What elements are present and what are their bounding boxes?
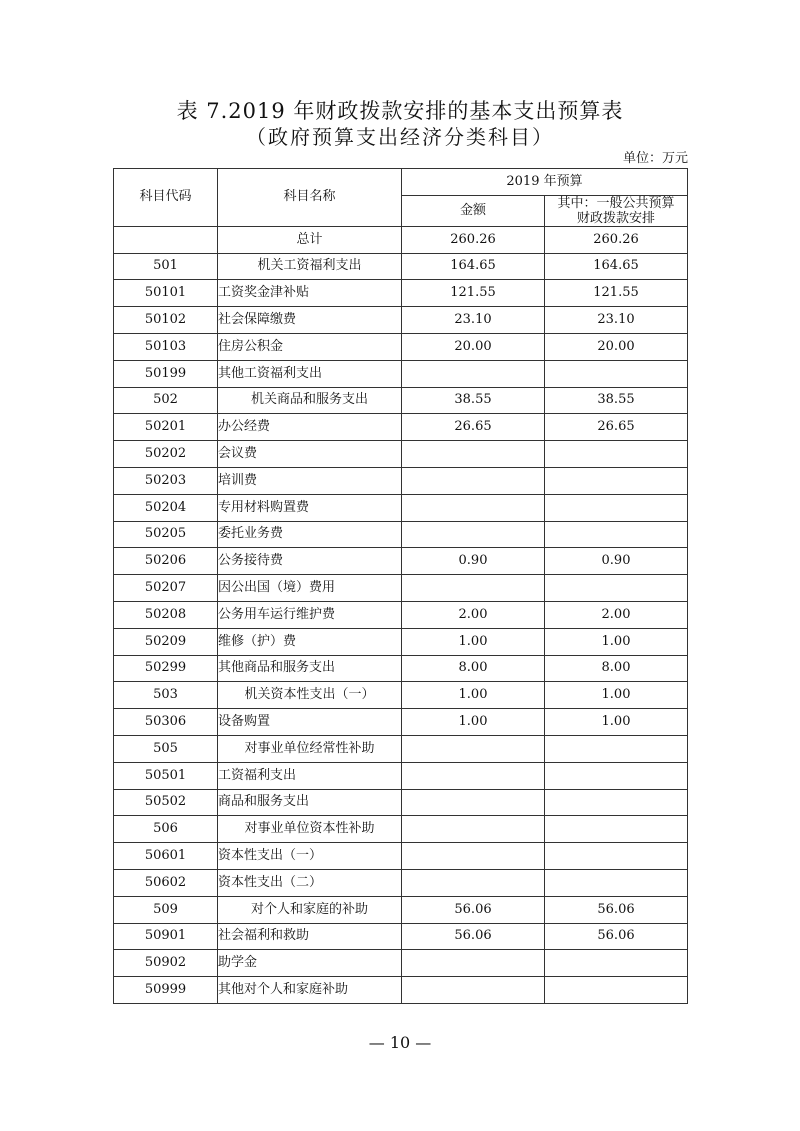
table-row bbox=[114, 735, 688, 762]
row-code-cell: 50202 bbox=[114, 441, 218, 468]
row-name-cell: 机关工资福利支出 bbox=[218, 253, 402, 280]
row-code-cell: 50901 bbox=[114, 923, 218, 950]
row-code-cell: 505 bbox=[114, 735, 218, 762]
row-amount-cell bbox=[402, 521, 545, 548]
row-amount-cell: 20.00 bbox=[402, 333, 545, 360]
row-code-cell: 50306 bbox=[114, 709, 218, 736]
header-amount: 金额 bbox=[402, 195, 545, 226]
row-name-cell: 维修（护）费 bbox=[218, 628, 402, 655]
row-amount-cell: 38.55 bbox=[402, 387, 545, 414]
table-body bbox=[114, 226, 688, 1003]
row-amount-cell: 8.00 bbox=[402, 655, 545, 682]
table-row bbox=[114, 521, 688, 548]
row-amount-cell: 26.65 bbox=[402, 414, 545, 441]
table-row bbox=[114, 709, 688, 736]
row-amount-cell: 1.00 bbox=[402, 682, 545, 709]
table-row bbox=[114, 977, 688, 1004]
row-name-cell: 设备购置 bbox=[218, 709, 402, 736]
row-general-cell: 56.06 bbox=[545, 923, 688, 950]
row-code-cell: 50102 bbox=[114, 307, 218, 334]
row-code-cell: 50299 bbox=[114, 655, 218, 682]
page-subtitle: （政府预算支出经济分类科目） bbox=[246, 125, 554, 149]
row-code-cell: 503 bbox=[114, 682, 218, 709]
header-general bbox=[545, 195, 688, 226]
row-general-cell bbox=[545, 467, 688, 494]
row-general-cell: 1.00 bbox=[545, 628, 688, 655]
row-general-cell: 121.55 bbox=[545, 280, 688, 307]
row-code-cell: 50206 bbox=[114, 548, 218, 575]
row-code-cell: 50205 bbox=[114, 521, 218, 548]
row-general-cell bbox=[545, 360, 688, 387]
row-code-cell: 50902 bbox=[114, 950, 218, 977]
row-amount-cell: 56.06 bbox=[402, 923, 545, 950]
table-row bbox=[114, 548, 688, 575]
row-name-cell: 委托业务费 bbox=[218, 521, 402, 548]
row-amount-cell bbox=[402, 816, 545, 843]
row-amount-cell: 23.10 bbox=[402, 307, 545, 334]
row-name-cell: 公务接待费 bbox=[218, 548, 402, 575]
row-name-cell: 公务用车运行维护费 bbox=[218, 601, 402, 628]
row-code-cell: 50101 bbox=[114, 280, 218, 307]
row-code-cell bbox=[114, 226, 218, 253]
row-code-cell: 50999 bbox=[114, 977, 218, 1004]
row-name-cell: 对事业单位经常性补助 bbox=[218, 735, 402, 762]
row-amount-cell bbox=[402, 762, 545, 789]
row-code-cell: 502 bbox=[114, 387, 218, 414]
page-title: 表 7.2019 年财政拨款安排的基本支出预算表 bbox=[176, 99, 624, 123]
unit-label: 单位：万元 bbox=[622, 151, 688, 166]
row-amount-cell: 164.65 bbox=[402, 253, 545, 280]
row-general-cell bbox=[545, 789, 688, 816]
row-code-cell: 50204 bbox=[114, 494, 218, 521]
row-amount-cell: 121.55 bbox=[402, 280, 545, 307]
row-general-cell bbox=[545, 494, 688, 521]
row-amount-cell bbox=[402, 494, 545, 521]
row-general-cell bbox=[545, 977, 688, 1004]
table-row bbox=[114, 601, 688, 628]
row-amount-cell bbox=[402, 575, 545, 602]
row-general-cell bbox=[545, 521, 688, 548]
row-code-cell: 509 bbox=[114, 896, 218, 923]
header-general-label: 其中：一般公共预算财政拨款安排 bbox=[557, 195, 675, 226]
row-code-cell: 50501 bbox=[114, 762, 218, 789]
row-name-cell: 其他工资福利支出 bbox=[218, 360, 402, 387]
row-name-cell: 工资福利支出 bbox=[218, 762, 402, 789]
table-row bbox=[114, 387, 688, 414]
row-amount-cell bbox=[402, 441, 545, 468]
row-code-cell: 50199 bbox=[114, 360, 218, 387]
row-code-cell: 50208 bbox=[114, 601, 218, 628]
row-amount-cell: 260.26 bbox=[402, 226, 545, 253]
row-general-cell bbox=[545, 950, 688, 977]
table-row bbox=[114, 950, 688, 977]
row-name-cell: 其他对个人和家庭补助 bbox=[218, 977, 402, 1004]
row-general-cell: 0.90 bbox=[545, 548, 688, 575]
row-name-cell: 住房公积金 bbox=[218, 333, 402, 360]
row-code-cell: 506 bbox=[114, 816, 218, 843]
row-general-cell bbox=[545, 816, 688, 843]
page-number: — 10 — bbox=[368, 1033, 432, 1052]
row-general-cell bbox=[545, 575, 688, 602]
row-amount-cell bbox=[402, 950, 545, 977]
row-code-cell: 50103 bbox=[114, 333, 218, 360]
row-code-cell: 50602 bbox=[114, 869, 218, 896]
row-code-cell: 50203 bbox=[114, 467, 218, 494]
table-row bbox=[114, 628, 688, 655]
row-amount-cell bbox=[402, 735, 545, 762]
row-amount-cell bbox=[402, 977, 545, 1004]
header-name: 科目名称 bbox=[218, 169, 402, 227]
row-name-cell: 专用材料购置费 bbox=[218, 494, 402, 521]
row-general-cell: 26.65 bbox=[545, 414, 688, 441]
table-row bbox=[114, 575, 688, 602]
row-code-cell: 50209 bbox=[114, 628, 218, 655]
row-general-cell bbox=[545, 843, 688, 870]
row-name-cell: 助学金 bbox=[218, 950, 402, 977]
row-general-cell: 1.00 bbox=[545, 682, 688, 709]
row-general-cell: 260.26 bbox=[545, 226, 688, 253]
row-name-cell: 社会保障缴费 bbox=[218, 307, 402, 334]
row-general-cell bbox=[545, 762, 688, 789]
table-row bbox=[114, 360, 688, 387]
table-row bbox=[114, 494, 688, 521]
row-name-cell: 资本性支出（一） bbox=[218, 843, 402, 870]
table-row bbox=[114, 816, 688, 843]
row-amount-cell bbox=[402, 467, 545, 494]
row-name-cell: 培训费 bbox=[218, 467, 402, 494]
row-general-cell: 56.06 bbox=[545, 896, 688, 923]
row-name-cell: 对个人和家庭的补助 bbox=[218, 896, 402, 923]
row-amount-cell bbox=[402, 843, 545, 870]
row-code-cell: 50207 bbox=[114, 575, 218, 602]
table-row bbox=[114, 655, 688, 682]
row-name-cell: 机关资本性支出（一） bbox=[218, 682, 402, 709]
row-amount-cell: 56.06 bbox=[402, 896, 545, 923]
row-amount-cell: 1.00 bbox=[402, 709, 545, 736]
row-code-cell: 501 bbox=[114, 253, 218, 280]
table-row bbox=[114, 226, 688, 253]
table-row bbox=[114, 923, 688, 950]
table-header bbox=[114, 169, 688, 227]
table-row bbox=[114, 280, 688, 307]
row-name-cell: 机关商品和服务支出 bbox=[218, 387, 402, 414]
row-amount-cell: 2.00 bbox=[402, 601, 545, 628]
table-row bbox=[114, 896, 688, 923]
row-amount-cell: 0.90 bbox=[402, 548, 545, 575]
row-amount-cell: 1.00 bbox=[402, 628, 545, 655]
row-amount-cell bbox=[402, 789, 545, 816]
row-name-cell: 因公出国（境）费用 bbox=[218, 575, 402, 602]
row-general-cell: 8.00 bbox=[545, 655, 688, 682]
row-general-cell bbox=[545, 869, 688, 896]
row-name-cell: 会议费 bbox=[218, 441, 402, 468]
table-row bbox=[114, 253, 688, 280]
row-code-cell: 50601 bbox=[114, 843, 218, 870]
row-name-cell: 办公经费 bbox=[218, 414, 402, 441]
row-general-cell: 20.00 bbox=[545, 333, 688, 360]
row-general-cell: 164.65 bbox=[545, 253, 688, 280]
row-general-cell: 1.00 bbox=[545, 709, 688, 736]
row-name-cell: 社会福利和救助 bbox=[218, 923, 402, 950]
table-row bbox=[114, 682, 688, 709]
table-row bbox=[114, 762, 688, 789]
row-name-cell: 商品和服务支出 bbox=[218, 789, 402, 816]
row-name-cell: 总计 bbox=[218, 226, 402, 253]
row-general-cell: 23.10 bbox=[545, 307, 688, 334]
header-budget-group: 2019 年预算 bbox=[402, 169, 688, 196]
table-row bbox=[114, 467, 688, 494]
row-general-cell bbox=[545, 735, 688, 762]
row-amount-cell bbox=[402, 869, 545, 896]
row-name-cell: 对事业单位资本性补助 bbox=[218, 816, 402, 843]
row-name-cell: 其他商品和服务支出 bbox=[218, 655, 402, 682]
budget-table bbox=[113, 168, 688, 1004]
table-row bbox=[114, 441, 688, 468]
row-general-cell: 38.55 bbox=[545, 387, 688, 414]
row-amount-cell bbox=[402, 360, 545, 387]
row-code-cell: 50502 bbox=[114, 789, 218, 816]
table-row bbox=[114, 869, 688, 896]
row-code-cell: 50201 bbox=[114, 414, 218, 441]
table-row bbox=[114, 307, 688, 334]
row-general-cell bbox=[545, 441, 688, 468]
row-general-cell: 2.00 bbox=[545, 601, 688, 628]
table-row bbox=[114, 333, 688, 360]
header-code: 科目代码 bbox=[114, 169, 218, 227]
row-name-cell: 资本性支出（二） bbox=[218, 869, 402, 896]
table-row bbox=[114, 843, 688, 870]
table-row bbox=[114, 414, 688, 441]
table-row bbox=[114, 789, 688, 816]
row-name-cell: 工资奖金津补贴 bbox=[218, 280, 402, 307]
